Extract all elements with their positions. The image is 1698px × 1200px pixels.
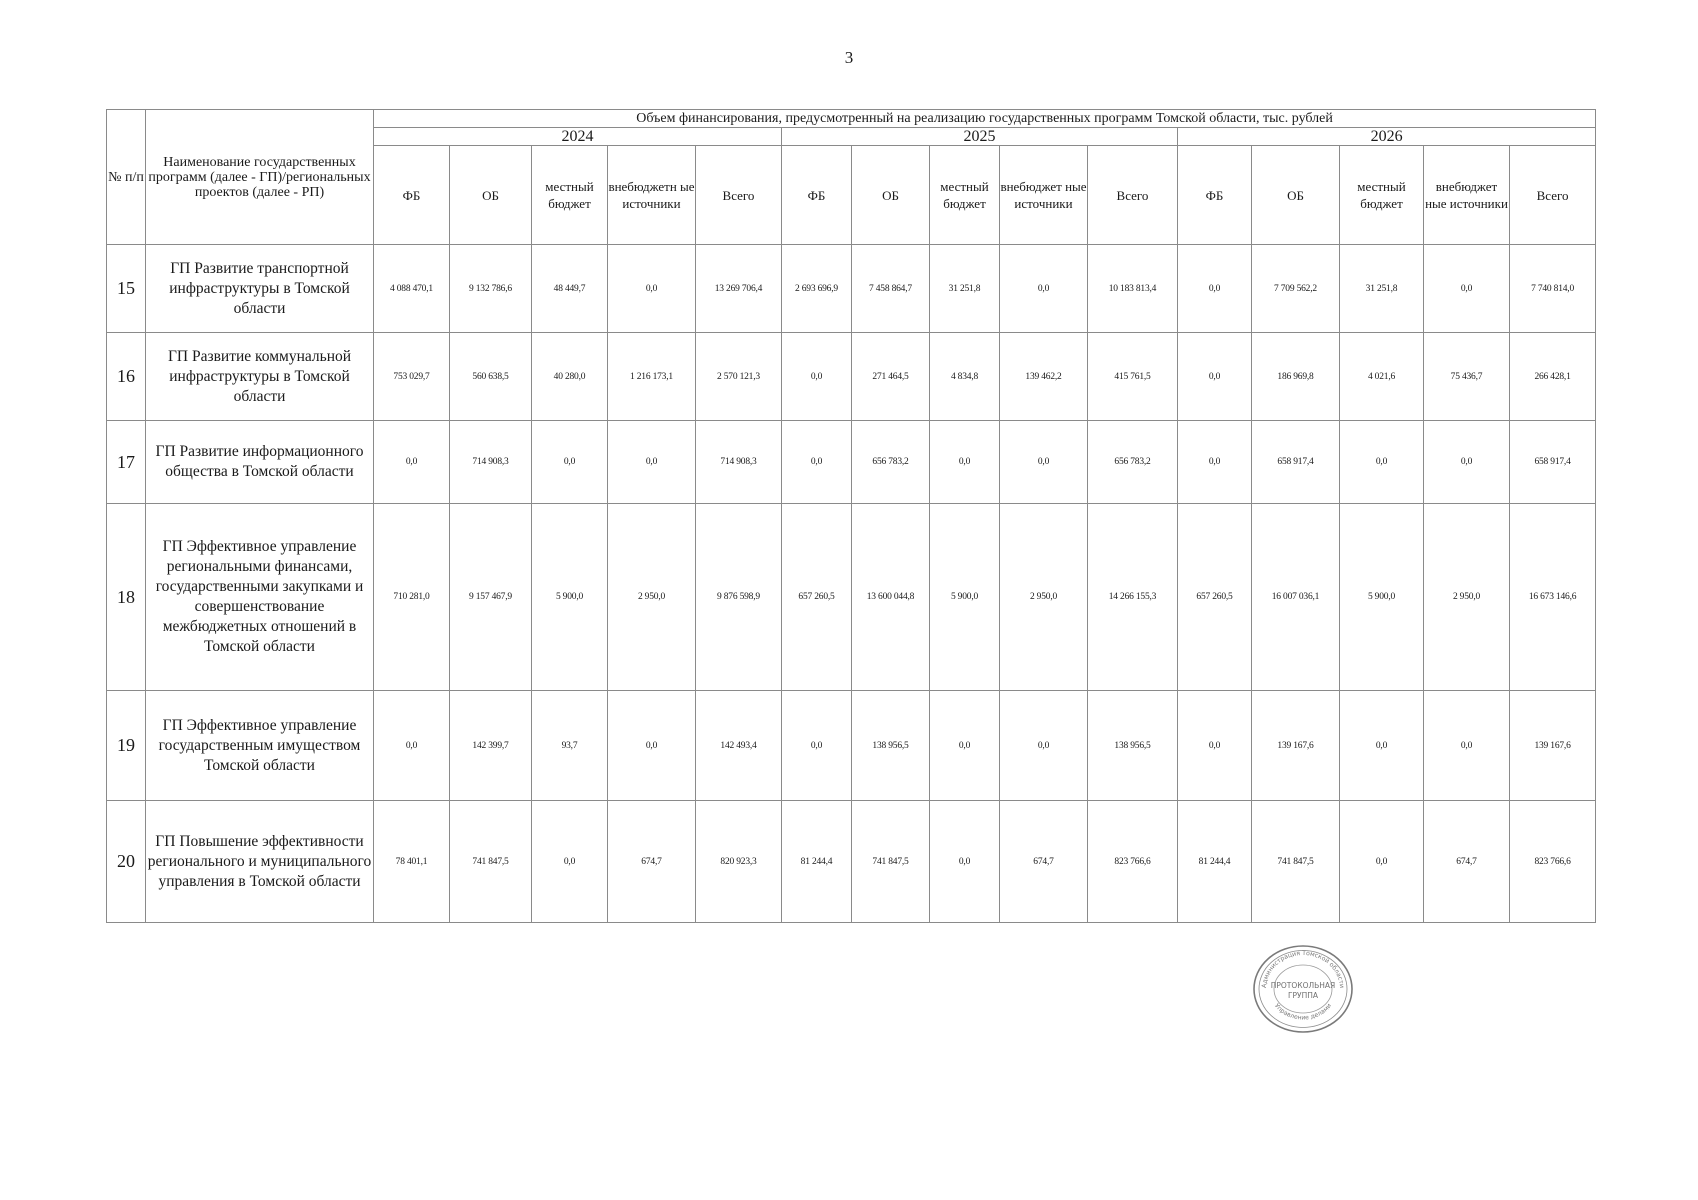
- table-row: [107, 691, 1596, 801]
- funding-value: 0,0: [782, 691, 852, 801]
- funding-value: 186 969,8: [1252, 333, 1340, 421]
- table-row: [107, 333, 1596, 421]
- program-name: ГП Повышение эффективности регионального и муниципального управления в Томской области: [146, 801, 374, 923]
- funding-value: 138 956,5: [1088, 691, 1178, 801]
- header-num: № п/п: [107, 110, 146, 245]
- funding-value: 16 673 146,6: [1510, 504, 1596, 691]
- header-col-total: Всего: [1088, 146, 1178, 245]
- funding-value: 2 950,0: [1424, 504, 1510, 691]
- funding-value: 138 956,5: [852, 691, 930, 801]
- program-name: ГП Развитие коммунальной инфраструктуры в Томской области: [146, 333, 374, 421]
- funding-value: 0,0: [930, 421, 1000, 504]
- funding-value: 78 401,1: [374, 801, 450, 923]
- funding-value: 5 900,0: [930, 504, 1000, 691]
- table-row: [107, 504, 1596, 691]
- funding-value: 823 766,6: [1510, 801, 1596, 923]
- funding-value: 0,0: [374, 421, 450, 504]
- funding-value: 9 876 598,9: [696, 504, 782, 691]
- funding-value: 0,0: [1424, 245, 1510, 333]
- header-name: Наименование государственных программ (далее - ГП)/региональных проектов (далее - РП): [146, 110, 374, 245]
- funding-value: 674,7: [608, 801, 696, 923]
- funding-value: 7 740 814,0: [1510, 245, 1596, 333]
- header-col-local: местный бюджет: [1340, 146, 1424, 245]
- funding-value: 0,0: [1000, 421, 1088, 504]
- funding-value: 658 917,4: [1510, 421, 1596, 504]
- program-name: ГП Развитие информационного общества в Томской области: [146, 421, 374, 504]
- header-col-ob: ОБ: [450, 146, 532, 245]
- header-col-ob: ОБ: [1252, 146, 1340, 245]
- header-col-ob: ОБ: [852, 146, 930, 245]
- header-year-2025: 2025: [782, 128, 1178, 146]
- stamp-outer-text: Администрация Томской области: [1260, 949, 1346, 989]
- funding-value: 656 783,2: [852, 421, 930, 504]
- funding-value: 0,0: [1178, 245, 1252, 333]
- funding-value: 31 251,8: [930, 245, 1000, 333]
- table-row: [107, 421, 1596, 504]
- funding-value: 0,0: [1000, 691, 1088, 801]
- funding-value: 0,0: [1000, 245, 1088, 333]
- funding-value: 0,0: [1178, 421, 1252, 504]
- header-col-total: Всего: [696, 146, 782, 245]
- stamp-center-line2: ГРУППА: [1287, 991, 1319, 1000]
- header-year-2026: 2026: [1178, 128, 1596, 146]
- program-name: ГП Развитие транспортной инфраструктуры в Томской области: [146, 245, 374, 333]
- funding-value: 48 449,7: [532, 245, 608, 333]
- funding-value: 2 693 696,9: [782, 245, 852, 333]
- funding-value: 139 167,6: [1252, 691, 1340, 801]
- funding-value: 271 464,5: [852, 333, 930, 421]
- funding-value: 9 157 467,9: [450, 504, 532, 691]
- funding-value: 674,7: [1424, 801, 1510, 923]
- funding-value: 1 216 173,1: [608, 333, 696, 421]
- header-col-local: местный бюджет: [930, 146, 1000, 245]
- funding-value: 0,0: [608, 691, 696, 801]
- funding-value: 142 399,7: [450, 691, 532, 801]
- table-row: [107, 245, 1596, 333]
- header-year-2024: 2024: [374, 128, 782, 146]
- page-number: 3: [844, 48, 854, 67]
- funding-value: 415 761,5: [1088, 333, 1178, 421]
- funding-value: 741 847,5: [450, 801, 532, 923]
- stamp-center-line1: ПРОТОКОЛЬНАЯ: [1270, 981, 1336, 990]
- funding-value: 266 428,1: [1510, 333, 1596, 421]
- table-row: [107, 801, 1596, 923]
- header-funding: Объем финансирования, предусмотренный на реализацию государственных программ Томской области, тыс. рублей: [374, 110, 1596, 128]
- funding-value: 658 917,4: [1252, 421, 1340, 504]
- row-number: 16: [107, 333, 146, 421]
- funding-value: 823 766,6: [1088, 801, 1178, 923]
- funding-value: 714 908,3: [696, 421, 782, 504]
- funding-value: 5 900,0: [532, 504, 608, 691]
- row-number: 15: [107, 245, 146, 333]
- funding-value: 0,0: [1424, 421, 1510, 504]
- funding-value: 674,7: [1000, 801, 1088, 923]
- funding-value: 13 269 706,4: [696, 245, 782, 333]
- funding-value: 0,0: [374, 691, 450, 801]
- funding-value: 10 183 813,4: [1088, 245, 1178, 333]
- protocol-group-stamp: [1252, 944, 1354, 1034]
- funding-value: 0,0: [1340, 691, 1424, 801]
- header-col-fb: ФБ: [782, 146, 852, 245]
- funding-value: 820 923,3: [696, 801, 782, 923]
- stamp-bottom-text: Управление делами: [1272, 1002, 1334, 1022]
- row-number: 18: [107, 504, 146, 691]
- header-col-fb: ФБ: [374, 146, 450, 245]
- funding-value: 0,0: [1340, 421, 1424, 504]
- funding-value: 710 281,0: [374, 504, 450, 691]
- header-col-extra: внебюджет ные источники: [1424, 146, 1510, 245]
- funding-value: 0,0: [930, 691, 1000, 801]
- header-col-total: Всего: [1510, 146, 1596, 245]
- funding-value: 7 458 864,7: [852, 245, 930, 333]
- funding-value: 14 266 155,3: [1088, 504, 1178, 691]
- funding-value: 16 007 036,1: [1252, 504, 1340, 691]
- funding-value: 139 167,6: [1510, 691, 1596, 801]
- funding-value: 0,0: [782, 333, 852, 421]
- funding-value: 657 260,5: [1178, 504, 1252, 691]
- funding-value: 2 950,0: [608, 504, 696, 691]
- funding-value: 0,0: [608, 245, 696, 333]
- funding-value: 31 251,8: [1340, 245, 1424, 333]
- funding-value: 4 088 470,1: [374, 245, 450, 333]
- program-name: ГП Эффективное управление региональными финансами, государственными закупками и совершенствование межбюджетных отношений в Томской области: [146, 504, 374, 691]
- funding-value: 75 436,7: [1424, 333, 1510, 421]
- funding-value: 0,0: [930, 801, 1000, 923]
- header-col-extra: внебюджет ные источники: [1000, 146, 1088, 245]
- funding-value: 741 847,5: [852, 801, 930, 923]
- funding-value: 93,7: [532, 691, 608, 801]
- funding-value: 2 950,0: [1000, 504, 1088, 691]
- funding-value: 0,0: [782, 421, 852, 504]
- program-name: ГП Эффективное управление государственным имуществом Томской области: [146, 691, 374, 801]
- funding-value: 4 834,8: [930, 333, 1000, 421]
- funding-value: 142 493,4: [696, 691, 782, 801]
- funding-value: 9 132 786,6: [450, 245, 532, 333]
- funding-value: 0,0: [608, 421, 696, 504]
- funding-value: 0,0: [1178, 691, 1252, 801]
- funding-value: 5 900,0: [1340, 504, 1424, 691]
- funding-value: 656 783,2: [1088, 421, 1178, 504]
- funding-value: 741 847,5: [1252, 801, 1340, 923]
- funding-value: 753 029,7: [374, 333, 450, 421]
- funding-value: 0,0: [1178, 333, 1252, 421]
- header-col-fb: ФБ: [1178, 146, 1252, 245]
- row-number: 17: [107, 421, 146, 504]
- funding-value: 81 244,4: [782, 801, 852, 923]
- funding-value: 714 908,3: [450, 421, 532, 504]
- row-number: 20: [107, 801, 146, 923]
- funding-value: 2 570 121,3: [696, 333, 782, 421]
- header-col-local: местный бюджет: [532, 146, 608, 245]
- funding-value: 0,0: [532, 801, 608, 923]
- funding-value: 7 709 562,2: [1252, 245, 1340, 333]
- funding-value: 0,0: [532, 421, 608, 504]
- funding-value: 0,0: [1340, 801, 1424, 923]
- financing-table: [106, 109, 1596, 923]
- funding-value: 40 280,0: [532, 333, 608, 421]
- header-col-extra: внебюджетн ые источники: [608, 146, 696, 245]
- funding-value: 4 021,6: [1340, 333, 1424, 421]
- funding-value: 81 244,4: [1178, 801, 1252, 923]
- funding-value: 13 600 044,8: [852, 504, 930, 691]
- row-number: 19: [107, 691, 146, 801]
- funding-value: 139 462,2: [1000, 333, 1088, 421]
- funding-value: 560 638,5: [450, 333, 532, 421]
- funding-value: 657 260,5: [782, 504, 852, 691]
- funding-value: 0,0: [1424, 691, 1510, 801]
